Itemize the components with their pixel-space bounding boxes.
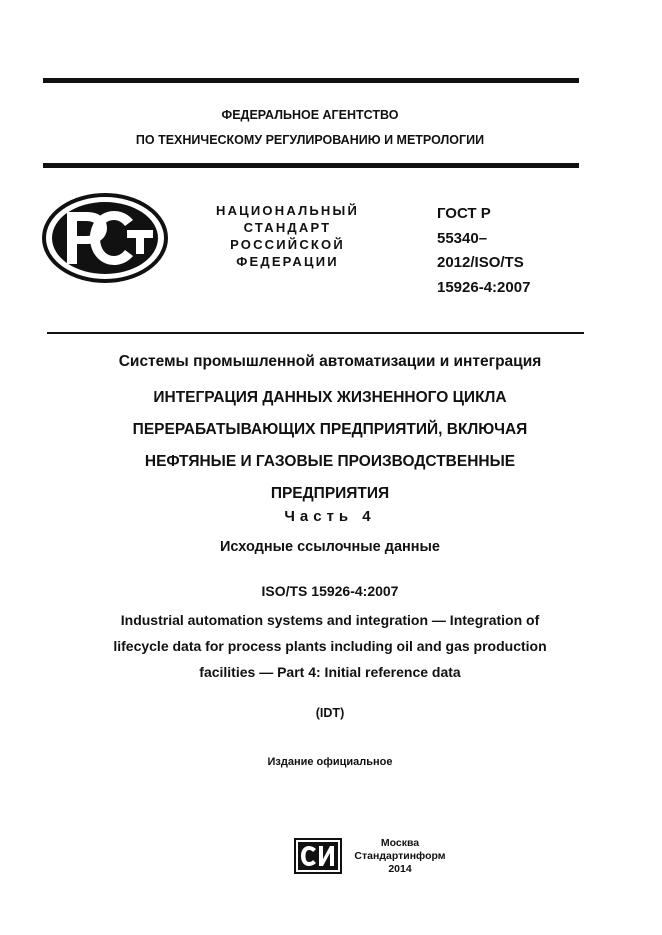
publisher-info [345,837,455,876]
iso-code: ISO/TS 15926-4:2007 [261,583,399,599]
english-title-line-1: Industrial automation systems and integration — Integration of [120,612,540,628]
rst-logo [41,192,169,284]
main-title-line-3: НЕФТЯНЫЕ И ГАЗОВЫЕ ПРОИЗВОДСТВЕННЫЕ [144,453,516,470]
national-line-4: ФЕДЕРАЦИИ [236,254,339,269]
publisher-name: Стандартинформ [354,850,446,862]
main-title-line-1: ИНТЕГРАЦИЯ ДАННЫХ ЖИЗНЕННОГО ЦИКЛА [153,389,507,406]
agency-line-1: ФЕДЕРАЛЬНОЕ АГЕНТСТВО [221,108,399,122]
national-line-3: РОССИЙСКОЙ [230,237,345,252]
title-rule [47,332,584,334]
main-title-line-2: ПЕРЕРАБАТЫВАЮЩИХ ПРЕДПРИЯТИЙ, ВКЛЮЧАЯ [132,421,528,438]
main-title-line-4: ПРЕДПРИЯТИЯ [270,485,390,502]
part-subtitle: Исходные ссылочные данные [219,539,440,555]
agency-line-2: ПО ТЕХНИЧЕСКОМУ РЕГУЛИРОВАНИЮ И МЕТРОЛОГИИ [135,133,485,147]
series-title: Системы промышленной автоматизации и интеграция [118,353,542,370]
national-standard-label [195,202,380,270]
gost-line-2: 55340– [437,229,488,247]
national-line-2: СТАНДАРТ [243,220,332,235]
gost-designation [437,202,597,300]
english-title-line-3: facilities — Part 4: Initial reference data [199,664,461,680]
part-label: Часть 4 [284,508,376,525]
english-title-line-2: lifecycle data for process plants including oil and gas production [113,638,547,654]
main-title [40,382,620,510]
publisher-year: 2014 [388,863,412,875]
gost-line-1: ГОСТ Р [437,205,491,222]
gost-line-4: 15926-4:2007 [437,278,531,296]
header-rule [43,163,579,168]
english-title [40,607,620,685]
gost-line-3: 2012/ISO/TS [437,254,524,271]
idt-label: (IDT) [315,706,345,720]
edition-label: Издание официальное [267,756,393,768]
standartinform-logo [294,838,342,874]
top-rule [43,78,579,83]
publisher-city: Москва [380,837,420,849]
national-line-1: НАЦИОНАЛЬНЫЙ [216,203,359,218]
